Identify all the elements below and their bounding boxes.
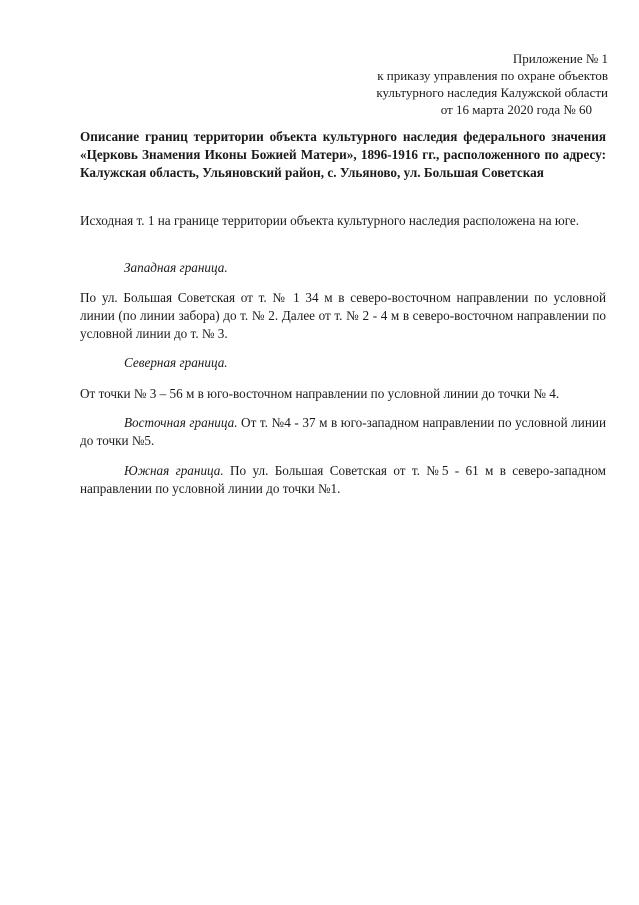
- west-paragraph: По ул. Большая Советская от т. № 1 34 м в северо-восточном направлении по условной линии (по линии забора) до т. № 2. Далее от т. № 2 - 4 м в северо-восточном направлении по условной линии до т. № 3.: [80, 290, 606, 341]
- east-heading: Восточная граница.: [124, 415, 238, 430]
- document-title: Описание границ территории объекта культурного наследия федерального значения «Церковь Знамения Иконы Божией Матери», 1896-1916 гг., расположенного по адресу: Калужская область, Ульяновский район, с. Ульяново, ул. Большая Советская: [80, 129, 606, 180]
- east-paragraph: [80, 414, 606, 450]
- south-heading: Южная граница.: [124, 463, 224, 478]
- appendix-line-authority: культурного наследия Калужской области: [376, 85, 608, 100]
- north-heading: Северная граница.: [124, 355, 228, 370]
- south-paragraph: [80, 462, 606, 498]
- north-paragraph: От точки № 3 – 56 м в юго-восточном направлении по условной линии до точки № 4.: [80, 386, 560, 401]
- south-text: По ул. Большая Советская от т. №5 - 61 м в северо-западном направлении по условной линии до точки №1.: [80, 463, 606, 496]
- appendix-line-date: от 16 марта 2020 года № 60: [440, 102, 592, 117]
- appendix-line-order: к приказу управления по охране объектов: [377, 68, 608, 83]
- intro-paragraph: Исходная т. 1 на границе территории объекта культурного наследия расположена на юге.: [80, 213, 580, 228]
- appendix-line-number: Приложение № 1: [512, 51, 608, 66]
- east-text: От т. №4 - 37 м в юго-западном направлении по условной линии до точки №5.: [80, 415, 606, 448]
- west-heading: Западная граница.: [124, 260, 228, 275]
- appendix-header: [376, 50, 608, 118]
